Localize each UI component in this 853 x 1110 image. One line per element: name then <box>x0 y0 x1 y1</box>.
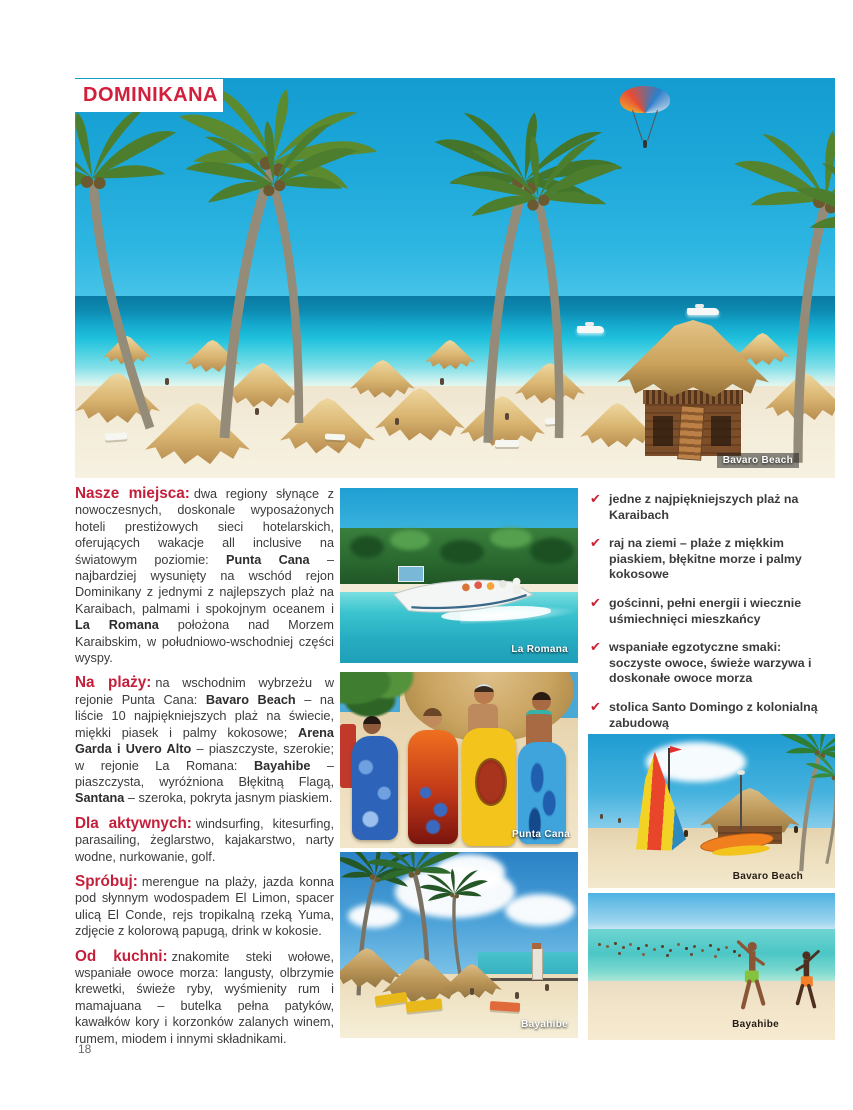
page-number: 18 <box>78 1042 92 1056</box>
photo-bavaro-beach <box>588 734 835 888</box>
check-icon: ✔ <box>590 639 601 655</box>
article-paragraph: Dla aktywnych: windsurfing, kitesurfing, parasailing, żeglarstwo, kajakarstwo, narty wodne, nurkowanie, golf. <box>75 814 334 864</box>
highlights-list <box>590 492 835 744</box>
beachgoer <box>600 814 603 819</box>
palm-tree-icon <box>439 131 652 446</box>
page-title: DOMINIKANA <box>83 84 218 106</box>
lighthouse-icon <box>532 948 543 980</box>
cloud <box>505 894 575 926</box>
foliage-blob <box>390 530 430 550</box>
paragraph-heading: Na plaży: <box>75 674 152 692</box>
highlight-item: ✔ wspaniałe egzotyczne smaki: soczyste owoce, świeże warzywa i doskonałe owoce morza <box>590 639 812 686</box>
check-icon: ✔ <box>590 594 601 610</box>
foliage-blob <box>490 528 532 548</box>
beachgoer <box>545 984 549 991</box>
child <box>474 684 494 704</box>
lamp-post <box>740 774 742 830</box>
photo-caption: Bavaro Beach <box>717 453 799 468</box>
check-icon: ✔ <box>590 698 601 714</box>
palm-fronds <box>340 672 424 724</box>
foliage-blob <box>350 536 384 558</box>
photo-bayahibe-aerobics <box>588 893 835 1040</box>
child <box>423 708 442 727</box>
parasail-icon <box>620 86 670 113</box>
photo-caption: Bayahibe <box>521 1019 568 1030</box>
highlight-item: ✔ stolica Santo Domingo z kolonialną zabudową <box>590 698 818 730</box>
foliage-blob <box>440 540 484 564</box>
paragraph-heading: Dla aktywnych: <box>75 814 192 832</box>
photo-caption: Punta Cana <box>511 829 570 840</box>
dancing-person-icon <box>732 939 778 1013</box>
section-label <box>75 79 223 112</box>
article-paragraph: Spróbuj: merengue na plaży, jazda konna pod słynnym wodospadem El Limon, spacer ulicą El Conde, rejs tropikalną rzeką Yuma, zdjęcie z kolorową papugą, drink w kokosie. <box>75 872 334 939</box>
photo-punta-cana <box>340 672 578 848</box>
foliage-blob <box>530 538 574 564</box>
beachgoer <box>794 826 798 833</box>
board-emblem <box>475 758 507 806</box>
dancing-person-icon <box>784 949 824 1013</box>
sky <box>588 893 835 931</box>
check-icon: ✔ <box>590 491 601 506</box>
lamp <box>737 770 745 775</box>
beachgoer <box>470 988 474 995</box>
bodyboard <box>408 730 458 844</box>
paragraph-heading: Od kuchni: <box>75 947 168 965</box>
beachgoer <box>515 992 519 999</box>
paragraph-heading: Spróbuj: <box>75 872 138 890</box>
article-paragraph: Nasze miejsca: dwa regiony słynące z nowoczesnych, doskonale wyposażonych hoteli prestiżowych sieci hotelarskich, oferujących wakacje all inclusive na światowym poziomie: Punta Cana – najbardziej wysunięty na wschód rejon Dominikany z jednymi z najlepszych plaż na Karaibach, palmami i spokojnym oceanem i La Romana położona nad Morzem Karaibskim, w południowo-wschodniej części wyspy. <box>75 485 335 666</box>
palm-tree-icon <box>174 115 392 433</box>
article-paragraph: Na plaży: na wschodnim wybrzeżu w rejonie Punta Cana: Bavaro Beach – na liście 10 najpiękniejszych plaż na świecie, miękki piasek i palmy kokosowe; Arena Garda i Uvero Alto – piaszczyste, szerokie; w rejonie La Romana: Bayahibe – piaszczysta, wyróżniona Błękitną Flagą, Santana – szeroka, pokryta jasnym piaskiem. <box>75 674 334 806</box>
child <box>363 716 381 734</box>
beachgoer <box>684 830 688 837</box>
article-paragraph: Od kuchni: znakomite steki wołowe, wspaniałe owoce morza: langusty, olbrzymie krewetki, świeże ryby, wyśmienity rum i mamajuana – butelka pełna patyków, kawałków kory i korzonków zalanych winem, rumem, miodem i innymi składnikami. <box>75 947 334 1046</box>
highlight-item: ✔ jedne z najpiękniejszych plaż na Karaibach <box>590 491 799 522</box>
bodyboard <box>352 736 398 840</box>
photo-la-romana <box>340 488 578 663</box>
swimmers-crowd <box>598 943 601 946</box>
check-icon: ✔ <box>590 535 601 551</box>
photo-caption: Bayahibe <box>732 1019 779 1030</box>
article-text-column <box>75 486 334 1056</box>
highlight-item: ✔ raj na ziemi – plaże z miękkim piaskiem, błękitne morze i palmy kokosowe <box>590 535 802 582</box>
paragraph-heading: Nasze miejsca: <box>75 485 190 502</box>
highlight-item: ✔ gościnni, pełni energii i wiecznie uśmiechnięci mieszkańcy <box>590 594 802 626</box>
speedboat-icon <box>379 568 552 631</box>
photo-caption: Bavaro Beach <box>732 871 803 882</box>
photo-bayahibe <box>340 852 578 1038</box>
hero-photo <box>75 78 835 478</box>
hut-window <box>653 416 673 446</box>
photo-caption: La Romana <box>511 644 568 655</box>
child <box>532 692 551 711</box>
parasailer-icon <box>643 140 647 148</box>
beachgoer <box>618 818 621 823</box>
